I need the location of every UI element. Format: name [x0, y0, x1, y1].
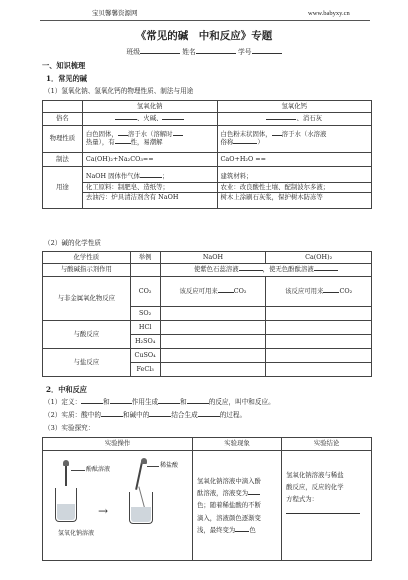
essence-text: 和碱中的	[122, 411, 150, 419]
blank[interactable]	[235, 531, 249, 532]
fecl3-caoh[interactable]	[266, 363, 372, 377]
blank[interactable]	[266, 119, 296, 120]
blank[interactable]	[323, 292, 339, 293]
subsection-neutralization: 2．中和反应	[46, 385, 87, 394]
phys-caoh-text: 俗称	[220, 138, 234, 146]
beaker-left-icon	[55, 488, 77, 522]
row-acid-label: 与酸反应	[43, 321, 131, 349]
hcl-caoh[interactable]	[266, 321, 372, 335]
blank[interactable]	[81, 403, 103, 404]
page-title: 《常见的碱 中和反应》专题	[135, 30, 273, 42]
essence-text: （2）实质：酸中的	[44, 411, 101, 419]
name-blank[interactable]	[196, 47, 236, 54]
row-indicator-label: 与酸碱指示剂作用	[43, 264, 131, 277]
blank[interactable]	[162, 119, 184, 120]
blank[interactable]	[314, 270, 338, 271]
col-header-example: 举例	[130, 252, 160, 264]
fecl3-naoh[interactable]	[160, 363, 266, 377]
dropper-bulb-icon	[141, 458, 147, 464]
apparatus-diagram	[43, 452, 191, 560]
col-header-property: 化学性质	[43, 252, 131, 264]
co2-caoh-text: CO₂	[339, 286, 353, 295]
use-naoh-text: 化工原料：制肥皂、造纸等；	[83, 183, 217, 194]
row-salt-label: 与盐反应	[43, 349, 131, 377]
blank[interactable]	[115, 143, 131, 144]
definition-text: （1）定义：	[44, 398, 82, 406]
experiment-heading: （3）实验探究：	[44, 424, 95, 432]
site-url[interactable]: www.babyxy.cn	[308, 10, 350, 17]
so2-naoh[interactable]	[160, 307, 266, 321]
use-caoh-text: 树木上涂刷石灰浆，保护树木防冻等	[220, 193, 323, 202]
experiment-table	[42, 437, 372, 561]
conclusion-cell	[282, 451, 372, 561]
section-knowledge-heading: 一、知识梳理	[42, 61, 86, 70]
phenomenon-text: 酞溶液，溶液变为	[196, 489, 249, 498]
phenomenon-text: 浅，最终变为	[196, 525, 236, 534]
cuso4-naoh[interactable]	[160, 349, 266, 363]
use-caoh-text: 建筑材料；	[218, 172, 371, 183]
col-header-caoh: 氢氧化钙	[217, 101, 371, 113]
table1-corner	[43, 101, 83, 113]
alias-caoh-text: 、消石灰	[296, 114, 323, 123]
phys-caoh-text: 白色粉末状固体，	[220, 130, 272, 139]
name-label: 姓名	[182, 48, 196, 56]
definition-text: 的反应，叫中和反应。	[208, 398, 275, 406]
blank[interactable]	[198, 416, 220, 417]
student-info-line	[0, 47, 408, 56]
blank[interactable]	[248, 494, 260, 495]
make-naoh-text: Ca(OH)₂+Na₂CO₃==	[85, 154, 154, 163]
essence-text: 结合生成	[171, 411, 198, 419]
row-nonmetal-oxide-label: 与非金属氧化物反应	[43, 277, 131, 321]
blank[interactable]	[187, 403, 209, 404]
beaker-right-icon	[129, 492, 153, 524]
dropper-icon	[135, 462, 143, 490]
phys-caoh-text: 溶于水（水溶液	[281, 130, 327, 139]
class-label: 班级	[126, 48, 141, 56]
use-caoh	[217, 167, 371, 209]
blank[interactable]	[173, 135, 183, 136]
example-hcl: HCl	[130, 321, 160, 335]
indicator-text: ，使无色酚酞溶液	[262, 265, 314, 274]
phenomenon-text: 氢氧化钠溶液中滴入酚	[196, 477, 261, 486]
definition-text: 作用生成	[131, 398, 159, 406]
co2-naoh-text: 该反应可用来	[179, 286, 218, 295]
definition-text: 和	[103, 398, 110, 406]
header-divider	[40, 20, 370, 21]
alias-caoh	[217, 113, 371, 126]
use-naoh-text: ；	[162, 171, 169, 180]
blank[interactable]	[115, 119, 137, 120]
example-so2: SO₂	[130, 307, 160, 321]
example-co2: CO₂	[130, 277, 160, 307]
blank[interactable]	[218, 292, 234, 293]
subsection-common-bases: 1．常见的碱	[46, 74, 87, 83]
row-use-label: 用途	[43, 167, 83, 209]
col-header-phenomenon: 实验现象	[192, 438, 281, 451]
co2-naoh	[160, 277, 266, 307]
co2-caoh	[266, 277, 372, 307]
conclusion-text: 氢氧化钠溶液与稀盐	[286, 471, 344, 479]
phenomenon-text: 滴入，溶液颜色逐渐变	[196, 513, 261, 522]
phenomenon-text: 色；随着稀盐酸的不断	[196, 501, 261, 510]
example-cuso4: CuSO₄	[130, 349, 160, 363]
conclusion-text: 酸反应，反应的化学	[286, 483, 344, 492]
col-header-naoh: 氢氧化钠	[82, 101, 217, 113]
phys-caoh	[217, 126, 371, 153]
phys-naoh-text: 溶于水（溶解时	[127, 130, 173, 139]
operation-diagram-cell	[43, 451, 193, 561]
row-indicator-example	[130, 264, 160, 277]
co2-naoh-text: CO₂	[233, 286, 247, 295]
use-naoh	[82, 167, 217, 209]
phys-naoh-text: 性，易潮解	[130, 138, 163, 146]
phys-naoh-text: 白色固体，	[85, 130, 118, 139]
phys-naoh	[82, 126, 217, 153]
col-header-conclusion: 实验结论	[282, 438, 372, 451]
make-naoh	[82, 153, 217, 167]
h2so4-caoh[interactable]	[266, 335, 372, 349]
phys-naoh-text: 热量），有	[85, 138, 115, 146]
indicator-text: 使紫色石蕊溶液	[193, 265, 239, 274]
row-make-label: 制法	[43, 153, 83, 167]
use-caoh-text: 农业：改良酸性土壤、配制波尔多液；	[218, 183, 371, 194]
col-header-naoh: NaOH	[160, 252, 266, 264]
definition-line	[44, 399, 275, 407]
blank[interactable]	[149, 416, 171, 417]
make-caoh-text: CaO+H₂O ==	[220, 154, 266, 163]
row-alias-label: 俗名	[43, 113, 83, 126]
blank[interactable]	[158, 403, 180, 404]
conclusion-text: 方程式为：	[286, 495, 319, 504]
example-fecl3: FeCl₃	[130, 363, 160, 377]
physical-properties-table	[42, 100, 372, 209]
alias-naoh	[82, 113, 217, 126]
use-naoh-text: NaOH 固体作气体	[85, 171, 141, 180]
row-indicator-text	[160, 264, 371, 277]
h2so4-naoh[interactable]	[160, 335, 266, 349]
hydrochloric-acid-label: 稀盐酸	[160, 461, 179, 469]
id-label: 学号	[237, 48, 252, 56]
cuso4-caoh[interactable]	[266, 349, 372, 363]
col-header-operation: 实验操作	[43, 438, 193, 451]
so2-caoh[interactable]	[266, 307, 372, 321]
blank[interactable]	[118, 135, 128, 136]
row-physical-label: 物理性质	[43, 126, 83, 153]
alias-naoh-text: 、火碱、	[136, 114, 163, 123]
blank[interactable]	[233, 143, 257, 144]
blank[interactable]	[101, 416, 123, 417]
id-blank[interactable]	[252, 47, 282, 54]
question-1-2: （2）碱的化学性质	[44, 239, 101, 247]
co2-caoh-text: 该反应可用来	[285, 286, 324, 295]
phenolphthalein-label: 酚酞溶液	[86, 465, 111, 473]
blank[interactable]	[272, 135, 282, 136]
phenomenon-cell	[192, 451, 281, 561]
example-h2so4: H₂SO₄	[130, 335, 160, 349]
blank[interactable]	[110, 403, 132, 404]
naoh-solution-label: 氢氧化钠溶液	[58, 529, 95, 537]
blank[interactable]	[140, 177, 162, 178]
arrow-right-icon: →	[98, 503, 109, 518]
col-header-caoh: Ca(OH)₂	[266, 252, 372, 264]
essence-line	[44, 412, 246, 420]
chemical-properties-table	[42, 251, 372, 377]
dropper-bulb-icon	[63, 460, 69, 466]
question-1-1: （1）氢氧化钠、氢氧化钙的物理性质、制法与用途	[44, 87, 194, 95]
essence-text: 的过程。	[219, 411, 247, 419]
blank[interactable]	[286, 513, 360, 514]
phys-caoh-text: ）	[257, 138, 264, 146]
make-caoh	[217, 153, 371, 167]
class-blank[interactable]	[140, 47, 180, 54]
hcl-naoh[interactable]	[160, 321, 266, 335]
label-pointer	[147, 466, 159, 467]
definition-text: 和	[180, 398, 187, 406]
phenomenon-text: 色	[249, 525, 256, 534]
use-naoh-text: 去油污：炉具清洁剂含有 NaOH	[85, 193, 179, 202]
label-pointer	[71, 470, 85, 471]
dropper-icon	[65, 464, 67, 486]
site-name: 宝贝馨馨资源网	[92, 9, 138, 17]
blank[interactable]	[239, 270, 263, 271]
